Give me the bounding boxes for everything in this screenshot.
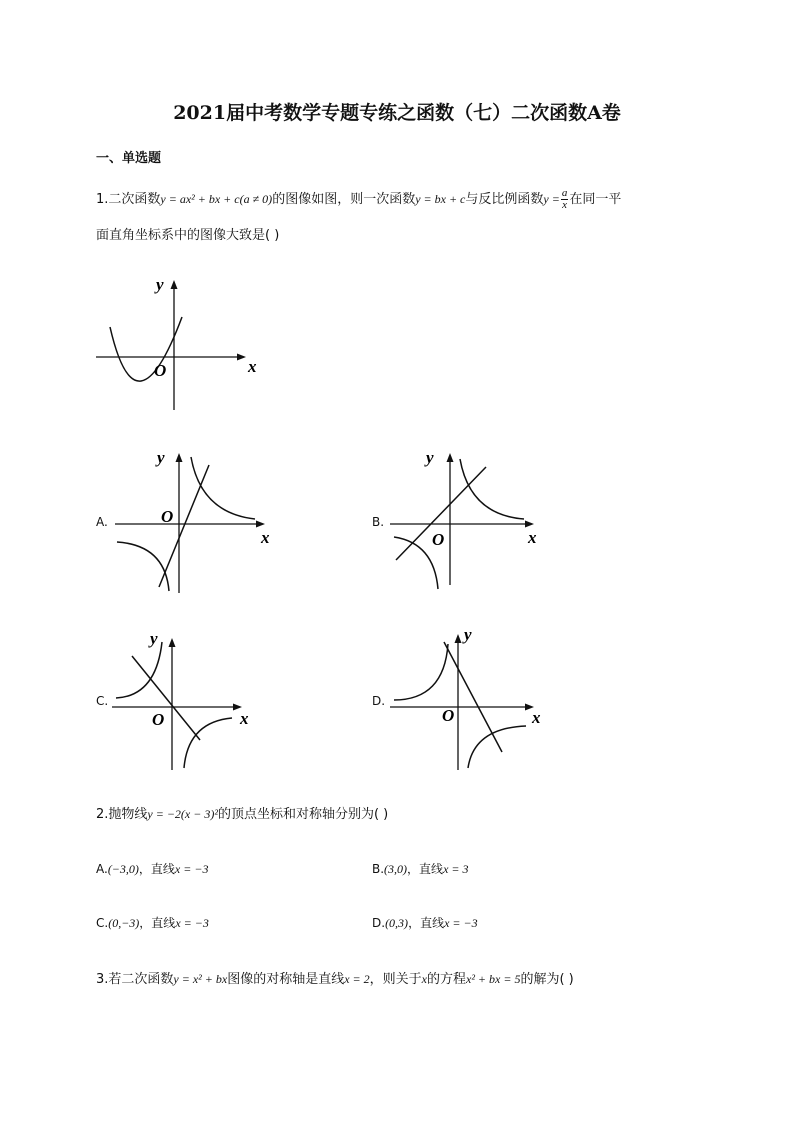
q1-option-a-graph[interactable] <box>115 445 285 595</box>
q2-option-a[interactable] <box>96 860 208 878</box>
origin-label: O <box>161 507 174 526</box>
q2-c-eq: x = −3 <box>175 916 209 930</box>
q3-prefix: 3.若二次函数 <box>96 972 174 987</box>
y-axis-label: y <box>150 629 158 648</box>
section-heading: 一、单选题 <box>96 151 162 166</box>
q3-var: x <box>421 972 427 986</box>
q1-quadratic-expr: y = ax² + bx + c(a ≠ 0) <box>160 192 273 206</box>
hyperbola-branch-1 <box>191 457 255 519</box>
hyperbola-branch-2 <box>117 542 169 591</box>
q1-option-a-label[interactable]: A. <box>96 515 108 529</box>
page-title: 2021届中考数学专题专练之函数（七）二次函数A卷 <box>173 102 621 124</box>
q2-c-point: (0,−3) <box>108 916 140 930</box>
x-axis-label: x <box>528 528 537 547</box>
q2-b-line: ，直线 <box>407 862 444 876</box>
q2-option-b[interactable] <box>372 860 469 878</box>
y-axis-label: y <box>464 625 472 644</box>
q2-b-eq: x = 3 <box>443 862 469 876</box>
hyperbola-branch-1 <box>394 644 448 700</box>
y-axis-label: y <box>156 275 164 294</box>
line-graph <box>132 656 200 740</box>
q3-expr-1: y = x² + bx <box>173 972 228 986</box>
origin-label: O <box>154 361 167 380</box>
q2-a-eq: x = −3 <box>174 862 209 876</box>
x-axis-label: x <box>240 709 249 728</box>
q1-fraction <box>561 188 569 211</box>
q2-a-line: ，直线 <box>138 862 175 876</box>
line-graph <box>444 642 502 752</box>
q3-expr-3: x² + bx = 5 <box>466 972 521 986</box>
q2-option-d[interactable] <box>372 914 478 932</box>
q1-linear-expr: y = bx + c <box>415 192 466 206</box>
q1-option-c-label[interactable]: C. <box>96 694 109 708</box>
y-arrow-icon <box>455 634 462 643</box>
q1-parabola-figure <box>96 272 266 412</box>
q2-b-label: B. <box>372 862 385 876</box>
q2-expr: y = −2(x − 3)² <box>147 807 218 821</box>
q3-mid-1: 图像的对称轴是直线 <box>227 972 345 987</box>
q1-frac-den: x <box>562 199 568 211</box>
question-1-line-2: 面直角坐标系中的图像大致是( ) <box>96 228 280 243</box>
q2-post: 的顶点坐标和对称轴分别为( ) <box>217 807 389 822</box>
origin-label: O <box>432 530 445 549</box>
origin-label: O <box>152 710 165 729</box>
q1-option-b-label[interactable]: B. <box>372 515 385 529</box>
q2-c-label: C. <box>96 916 109 930</box>
q1-option-c-graph[interactable] <box>112 628 272 773</box>
q3-expr-2: x = 2 <box>344 972 370 986</box>
q1-post: 在同一平 <box>569 192 622 207</box>
q3-mid-2: ，则关于 <box>369 972 422 987</box>
q2-c-line: ，直线 <box>139 916 176 930</box>
q1-prefix: 1.二次函数 <box>96 192 161 207</box>
q2-a-label: A. <box>96 862 108 876</box>
y-axis-label: y <box>157 448 165 467</box>
q1-mid-2: 与反比例函数 <box>465 192 544 207</box>
x-axis-label: x <box>261 528 270 547</box>
parabola-curve <box>110 317 182 381</box>
q1-inverse-expr: y = <box>543 192 560 206</box>
q2-prefix: 2.抛物线 <box>96 807 148 822</box>
hyperbola-branch-2 <box>184 718 232 768</box>
q2-d-point: (0,3) <box>385 916 409 930</box>
q2-d-label: D. <box>372 916 386 930</box>
question-1-line-1 <box>96 188 621 211</box>
q1-option-d-graph[interactable] <box>390 625 560 773</box>
hyperbola-branch-1 <box>116 642 162 698</box>
x-arrow-icon <box>237 354 246 361</box>
y-arrow-icon <box>169 638 176 647</box>
hyperbola-branch-2 <box>468 726 526 768</box>
y-arrow-icon <box>447 453 454 462</box>
q1-frac-num: a <box>561 187 568 199</box>
q2-option-c[interactable] <box>96 914 209 932</box>
x-axis-label: x <box>248 357 257 376</box>
x-arrow-icon <box>525 521 534 528</box>
y-arrow-icon <box>171 280 178 289</box>
q1-option-d-label[interactable]: D. <box>372 694 386 708</box>
question-3 <box>96 970 574 989</box>
q3-mid-3: 的方程 <box>426 972 466 987</box>
hyperbola-branch-1 <box>460 459 524 519</box>
q1-mid-1: 的图像如图，则一次函数 <box>272 192 416 207</box>
line-graph <box>159 465 209 587</box>
q3-post: 的解为( ) <box>520 972 574 987</box>
x-axis-label: x <box>532 708 541 727</box>
y-arrow-icon <box>176 453 183 462</box>
q2-d-line: ，直线 <box>408 916 445 930</box>
q2-a-point: (−3,0) <box>107 862 139 876</box>
q1-option-b-graph[interactable] <box>390 445 560 595</box>
y-axis-label: y <box>426 448 434 467</box>
q2-b-point: (3,0) <box>384 862 408 876</box>
question-2 <box>96 805 388 824</box>
x-arrow-icon <box>256 521 265 528</box>
q2-d-eq: x = −3 <box>444 916 478 930</box>
origin-label: O <box>442 706 455 725</box>
